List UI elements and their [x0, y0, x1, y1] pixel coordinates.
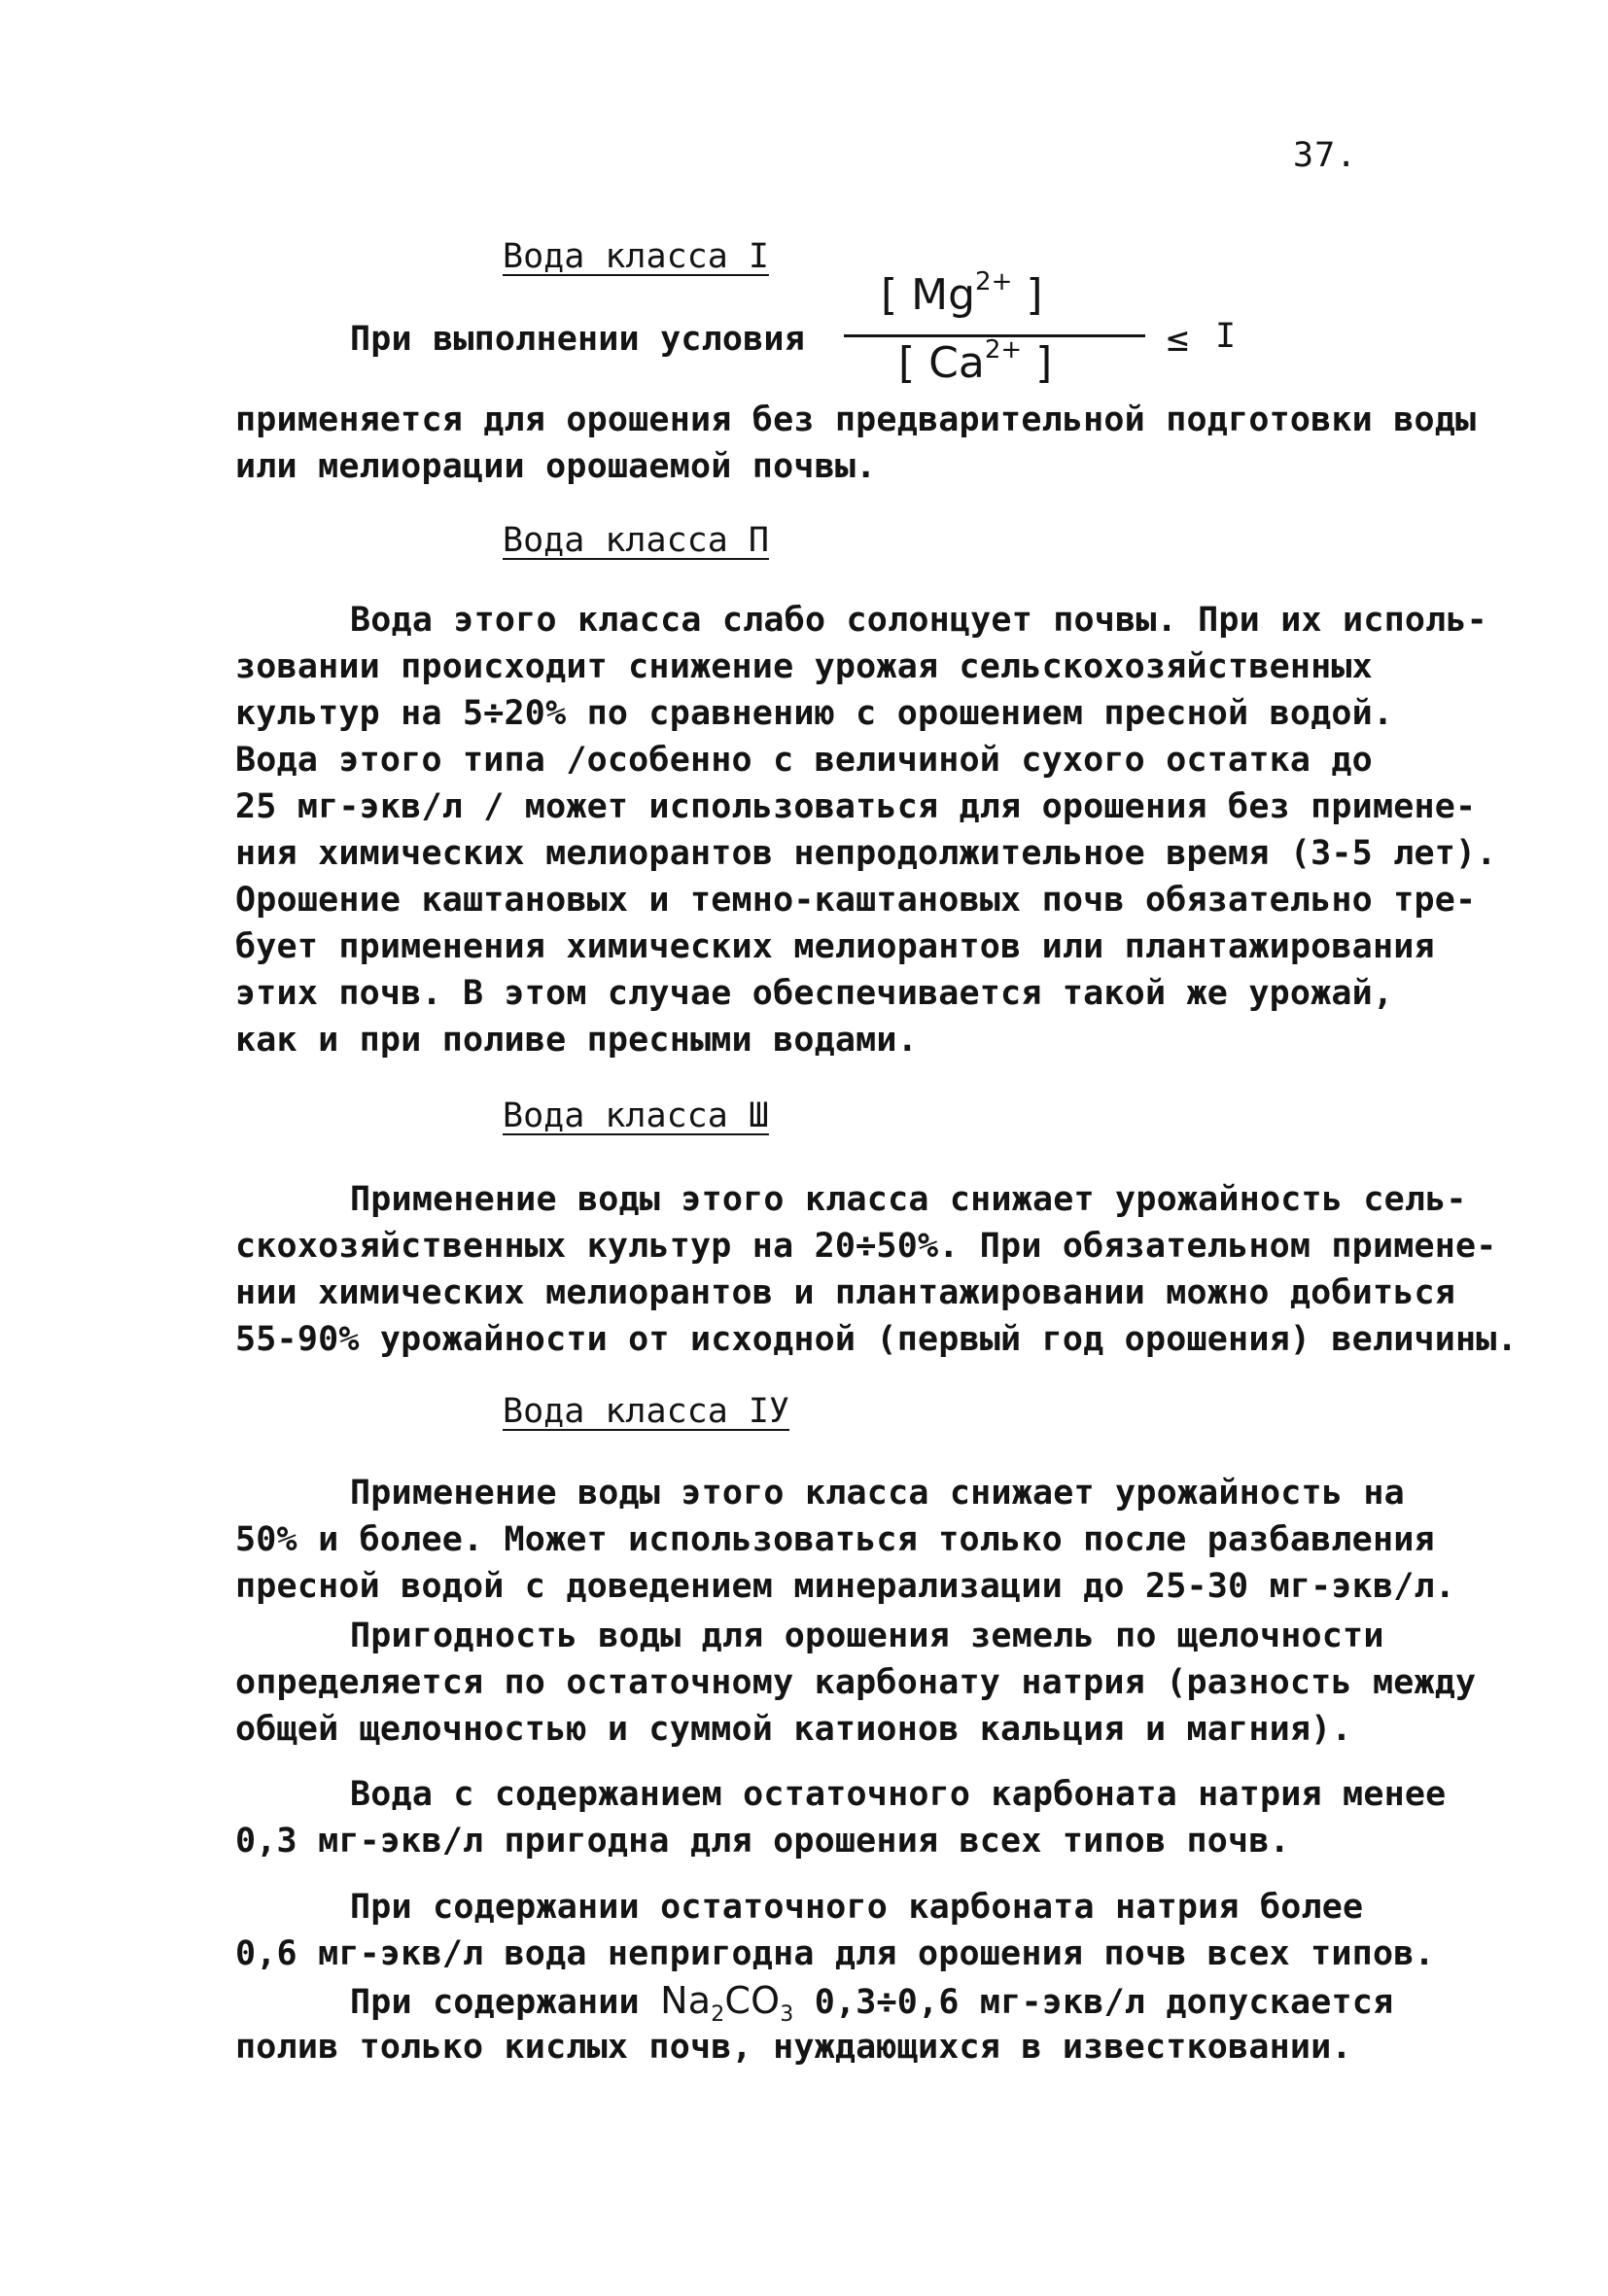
class2-line-10: как и при поливе пресными водами. [235, 1021, 918, 1060]
class2-line-1: Вода этого класса слабо солонцует почвы. При их исполь- [350, 601, 1487, 640]
class3-line-2: скохозяйственных культур на 20÷50%. При обязательном примене- [235, 1227, 1497, 1266]
low-carbonate-line-1: Вода с содержанием остаточного карбоната натрия менее [350, 1775, 1447, 1814]
less-equal-sign: ≤ [1167, 317, 1189, 360]
heading-class-4: Вода класса IУ [503, 1392, 790, 1431]
heading-class-2: Вода класса П [503, 521, 769, 560]
class3-line-1: Применение воды этого класса снижает урожайность сель- [350, 1180, 1467, 1219]
class3-line-4: 55-90% урожайности от исходной (первый год орошения) величины. [235, 1320, 1518, 1359]
sodium-carbonate-formula: $Na_2CO_3$ [660, 1979, 794, 2027]
high-carbonate-line-2: 0,6 мг-экв/л вода непригодна для орошения почв всех типов. [235, 1934, 1435, 1973]
class2-line-5: 25 мг-экв/л / может использоваться для орошения без примене- [235, 787, 1477, 826]
class2-line-8: бует применения химических мелиорантов или плантажирования [235, 927, 1435, 966]
class4-line-2: 50% и более. Может использоваться только после разбавления [235, 1520, 1435, 1559]
class2-line-6: ния химических мелиорантов непродолжительное время (3-5 лет). [235, 834, 1497, 873]
page-number: 37. [1293, 136, 1358, 175]
class2-line-4: Вода этого типа /особенно с величиной сухого остатка до [235, 741, 1373, 780]
mg-ca-ratio-formula [844, 267, 1145, 406]
class4-line-3: пресной водой с доведением минерализации до 25-30 мг-экв/л. [235, 1567, 1456, 1606]
class2-line-2: зовании происходит снижение урожая сельскохозяйственных [235, 647, 1373, 686]
class3-line-3: нии химических мелиорантов и плантажировании можно добиться [235, 1273, 1456, 1312]
class2-line-3: культур на 5÷20% по сравнению с орошением пресной водой. [235, 694, 1394, 733]
class2-line-7: Орошение каштановых и темно-каштановых почв обязательно тре- [235, 881, 1477, 920]
high-carbonate-line-1: При содержании остаточного карбоната натрия более [350, 1888, 1364, 1927]
condition-label: При выполнении условия [350, 320, 805, 359]
low-carbonate-line-2: 0,3 мг-экв/л пригодна для орошения всех типов почв. [235, 1822, 1290, 1861]
class1-line-1: применяется для орошения без предварительной подготовки воды [235, 400, 1477, 439]
alkalinity-line-3: общей щелочностью и суммой катионов кальция и магния). [235, 1710, 1352, 1749]
class4-line-1: Применение воды этого класса снижает урожайность на [350, 1474, 1405, 1513]
alkalinity-line-2: определяется по остаточному карбонату натрия (разность между [235, 1663, 1477, 1702]
heading-class-1: Вода класса I [503, 237, 769, 276]
class2-line-9: этих почв. В этом случае обеспечивается такой же урожай, [235, 974, 1394, 1013]
heading-class-3: Вода класса Ш [503, 1096, 769, 1135]
ratio-limit: I [1215, 317, 1237, 356]
mid-carbonate-line-2: полив только кислых почв, нуждающихся в известковании. [235, 2028, 1352, 2067]
alkalinity-line-1: Пригодность воды для орошения земель по щелочности [350, 1617, 1384, 1655]
formula-denominator: [ $Ca^{2+}$ ] [898, 335, 1053, 388]
class1-line-2: или мелиорации орошаемой почвы. [235, 447, 877, 486]
formula-numerator: [ $Mg^{2+}$ ] [881, 267, 1043, 320]
mid-carbonate-line-1: При содержании $Na_2CO_3$ 0,3÷0,6 мг-экв/л допускается [350, 1979, 1394, 2027]
